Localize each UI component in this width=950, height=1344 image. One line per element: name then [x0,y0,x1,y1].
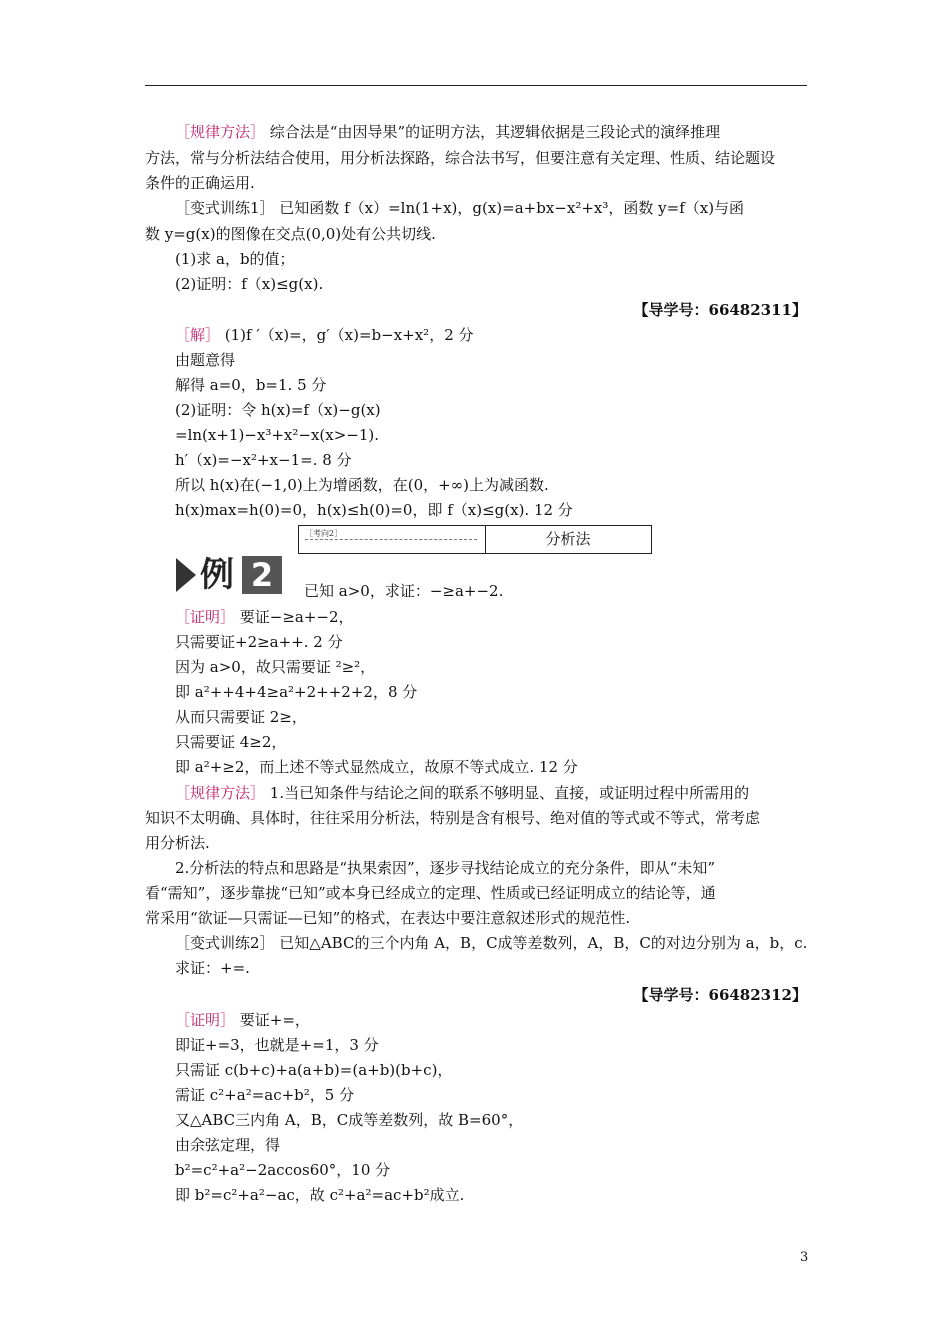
proof3-line1: ［证明］ 要证+=， [175,1011,310,1029]
proof2-line6: 只需要证 4≥2， [175,733,287,751]
method1-line1: ［规律方法］ 综合法是“由因导果”的证明方法，其逻辑依据是三段论式的演绎推理 [175,123,721,141]
solution1-line8: h(x)max=h(0)=0，h(x)≤h(0)=0，即 f（x)≤g(x). 12 分 [175,501,573,519]
proof-tag: ［证明］ [175,608,236,626]
solution-tag: ［解］ [175,326,221,344]
variant2-line2: 求证：+=. [175,959,250,977]
variant1-line2: 数 y=g(x)的图像在交点(0,0)处有公共切线. [145,225,436,243]
proof2-line5: 从而只需要证 2≥， [175,708,307,726]
proof3-line7: b²=c²+a²−2accos60°，10 分 [175,1161,391,1179]
variant1-q2: (2)证明：f（x)≤g(x). [175,275,324,293]
proof2-line7: 即 a²+≥2，而上述不等式显然成立，故原不等式成立. 12 分 [175,758,578,776]
example-number: 2 [242,556,282,594]
method2-p1-line1: ［规律方法］ 1.当已知条件与结论之间的联系不够明显、直接，或证明过程中所需用的 [175,784,750,802]
proof2-line3: 因为 a>0，故只需要证 ²≥²， [175,658,376,676]
method1-line2: 方法，常与分析法结合使用，用分析法探路，综合法书写，但要注意有关定理、性质、结论题设 [145,149,776,167]
method-tag: ［规律方法］ [175,123,266,141]
example-char: 例 [200,555,234,595]
topic-header-box [298,525,652,554]
topic-label-cell [299,526,486,553]
method2-p1-line2: 知识不太明确、具体时，往往采用分析法，特别是含有根号、绝对值的等式或不等式，常考虑 [145,809,761,827]
page-number: 3 [800,1250,809,1265]
proof3-line3: 只需证 c(b+c)+a(a+b)=(a+b)(b+c)， [175,1061,453,1079]
method1-line3: 条件的正确运用. [145,174,255,192]
proof-tag: ［证明］ [175,1011,236,1029]
proof3-line6: 由余弦定理，得 [175,1136,281,1154]
variant1-line1: ［变式训练1］ 已知函数 f（x）=ln(1+x)，g(x)=a+bx−x²+x³，函数 y=f（x)与函 [175,199,745,217]
example2-statement: 已知 a>0，求证：−≥a+−2. [304,582,504,600]
variant1-q1: (1)求 a，b的值； [175,250,295,268]
method2-p1-line3: 用分析法. [145,834,210,852]
method2-p2-line1: 2.分析法的特点和思路是“执果索因”，逐步寻找结论成立的充分条件，即从“未知” [175,859,715,877]
variant2-line1: ［变式训练2］ 已知△ABC的三个内角 A，B，C成等差数列，A，B，C的对边分别为 a，b，c. [175,934,808,952]
topic-dashed-line [305,539,477,540]
proof2-line2: 只需要证+2≥a++. 2 分 [175,633,343,651]
proof2-line1: ［证明］ 要证−≥a+−2， [175,608,354,626]
solution1-line5: =ln(x+1)−x³+x²−x(x>−1). [175,426,380,444]
topic-title: 分析法 [545,530,591,548]
solution1-line4: (2)证明：令 h(x)=f（x)−g(x) [175,401,381,419]
solution1-line7: 所以 h(x)在(−1,0)上为增函数，在(0，+∞)上为减函数. [175,476,549,494]
solution1-line1: ［解］ (1)f ′（x)=，g′（x)=b−x+x²，2 分 [175,326,474,344]
guide-number: 【导学号：66482312】 [633,986,807,1004]
proof3-line2: 即证+=3，也就是+=1，3 分 [175,1036,379,1054]
proof3-line4: 需证 c²+a²=ac+b²，5 分 [175,1086,355,1104]
solution1-line6: h′（x)=−x²+x−1=. 8 分 [175,451,352,469]
proof3-line5: 又△ABC三内角 A，B，C成等差数列，故 B=60°， [175,1111,524,1129]
example-banner [176,554,290,596]
triangle-arrow-icon [176,558,196,592]
proof2-line4: 即 a²++4+4≥a²+2++2+2，8 分 [175,683,418,701]
method2-p2-line3: 常采用“欲证—只需证—已知”的格式，在表达中要注意叙述形式的规范性. [145,909,631,927]
solution1-line3: 解得 a=0，b=1. 5 分 [175,376,327,394]
topic-label: ［考向2］ [305,529,343,538]
guide-number: 【导学号：66482311】 [633,301,807,319]
method-tag: ［规律方法］ [175,784,266,802]
solution1-line2: 由题意得 [175,351,236,369]
header-rule [145,85,807,86]
proof3-line8: 即 b²=c²+a²−ac，故 c²+a²=ac+b²成立. [175,1186,465,1204]
method2-p2-line2: 看“需知”，逐步靠拢“已知”或本身已经成立的定理、性质或已经证明成立的结论等，通 [145,884,716,902]
